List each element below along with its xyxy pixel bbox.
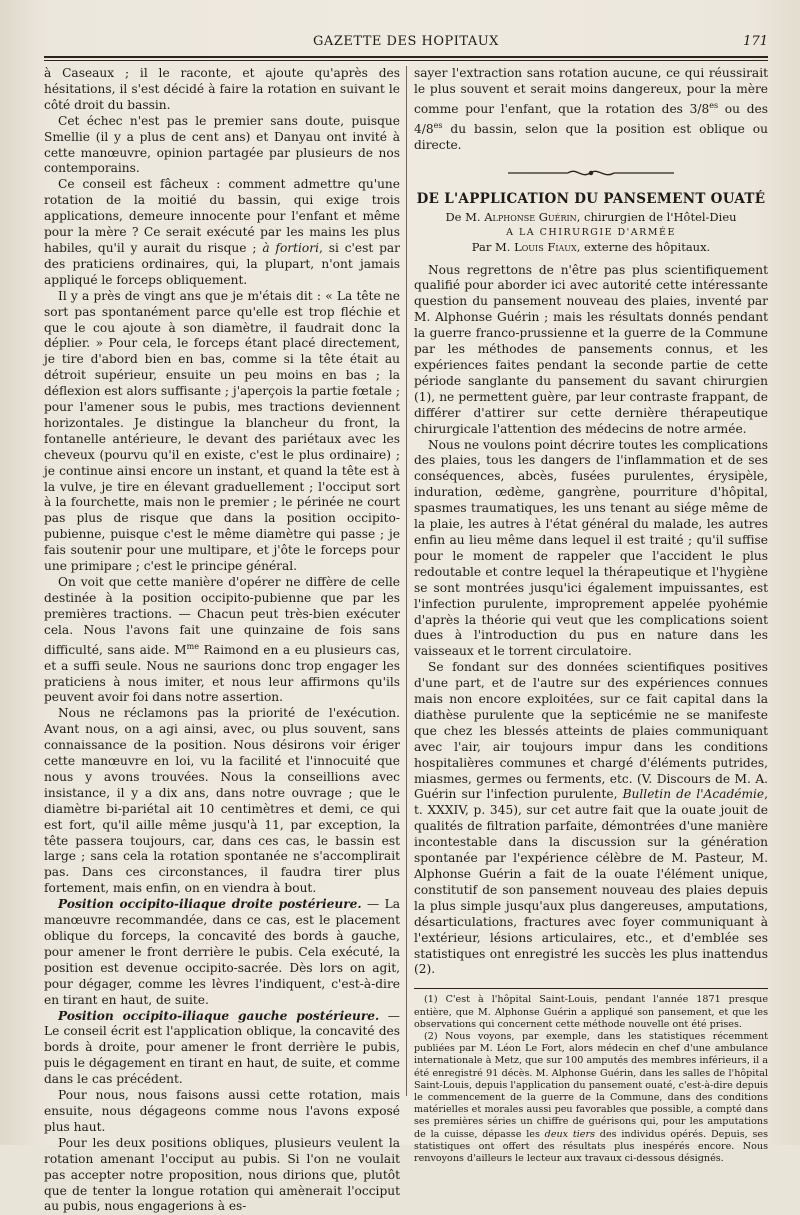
journal-title: GAZETTE DES HOPITAUX [313,34,499,49]
ornamental-divider [506,166,676,180]
paragraph: Ce conseil est fâcheux : comment admettre qu'une rotation de la moitié du bassin, qui exige trois applications, demeure innocente pour l'enfant et même pour la mère ? Ce serait exécuté par les mains les plus habiles, qu'il y aurait du risque ; à fortiori, si c'est par des praticiens ordinaires, qui, la plupart, n'ont jamais appliqué le forceps obliquement. [44,177,400,287]
article-author-2: Par M. Louis Fiaux, externe des hôpitaux. [471,239,711,254]
right-column [414,66,768,1165]
page-number: 171 [743,34,768,49]
header-rule [44,56,768,58]
paragraph: à Caseaux ; il le raconte, et ajoute qu'après des hésitations, il s'est décidé à faire la rotation en suivant le côté droit du bassin. [44,66,400,112]
footnote-rule [414,988,768,989]
article-title: DE L'APPLICATION DU PANSEMENT OUATÉ [416,190,766,207]
paragraph: Se fondant sur des données scientifiques positives d'une part, et de l'autre sur des expériences connues mais non encore exploitées, sur ce fait capital dans la diathèse purulente que la septicémie ne se manifeste que chez les blessés atteints de plaies communiquant avec l'air, air toujours impur dans les conditions hospitalières communes et chargé d'éléments putrides, miasmes, germes ou ferments, etc. (V. Discours de M. A. Guérin sur l'infection purulente, Bulletin de l'Académie, t. XXXIV, p. 345), sur cet autre fait que la ouate jouit de qualités de filtration parfaite, démontrées d'une manière incontestable dans la discussion sur la génération spontanée par l'expérience célèbre de M. Pasteur, M. Alphonse Guérin a fait de la ouate l'élément unique, constitutif de son pansement nouveau des plaies depuis la plus simple jusqu'aux plus dangereuses, amputations, désarticulations, fractures avec foyer communiquant à l'extérieur, lésions articulaires, etc., et d'emblée ses statistiques ont enregistré les succès les plus inattendus (2). [414,660,769,977]
paragraph: Cet échec n'est pas le premier sans doute, puisque Smellie (il y a plus de cent ans) et Danyau ont invité à cette manœuvre, opinion partagée par plusieurs de nos contemporains. [44,113,400,176]
paragraph: Nous ne voulons point décrire toutes les complications des plaies, tous les dangers de l'inflammation et de ses conséquences, abcès, fusées purulentes, érysipèle, induration, œdème, gangrène, pourriture d'hôpital, spasmes traumatiques, les uns tenant au siége même de la plaie, les autres à l'état général du malade, les autres enfin au lieu même dans lequel il est traité ; qu'il suffise pour le moment de rappeler que l'accident le plus redoutable et contre lequel la thérapeutique et l'hygiène se sont montrées jusqu'ici également impuissantes, est l'infection purulente, improprement appelée pyohémie d'après la théorie qui veut que les complications soient dues à l'introduction du pus en nature dans les vaisseaux et le torrent circulatoire. [414,437,768,659]
paragraph: Position occipito-iliaque droite postérieure. — La manœuvre recommandée, dans ce cas, est le placement oblique du forceps, la concavité des bords à gauche, pour amener le front derrière le pubis. Cela exécuté, la position est devenue occipito-sacrée. Dès lors on agit, pour dégager, comme les lèvres l'indiquent, c'est-à-dire en tirant en haut, de suite. [44,897,401,1007]
paragraph: Nous ne réclamons pas la priorité de l'exécution. Avant nous, on a agi ainsi, avec, ou plus souvent, sans connaissance de la position. Nous désirons voir ériger cette manœuvre en loi, vu la facilité et l'innocuité que nous y avons trouvées. Nous la conseillions avec insistance, il y a dix ans, dans notre ouvrage ; que le diamètre bi-pariétal ait 10 centimètres et demi, ce qui est fort, qu'il aille même jusqu'à 11, par exception, la tête passera toujours, car, dans ces cas, le bassin est large ; sans cela la rotation spontanée ne s'accomplirait pas. Dans ces circonstances, il faudra tirer plus fortement, mais enfin, on en viendra à bout. [44,706,400,896]
paragraph: sayer l'extraction sans rotation aucune, ce qui réussirait le plus souvent et serait moins dangereux, pour la mère comme pour l'enfant, que la rotation des $3/8^{es}$ ou des $4/8^{es}$ du bassin, selon que la position est oblique ou directe. [414,66,768,152]
paragraph: Il y a près de vingt ans que je m'étais dit : « La tête ne sort pas spontanément parce qu'elle est trop fléchie et que le cou ajoute à son diamètre, il faudrait donc la déplier. » Pour cela, le forceps étant placé directement, je tire d'abord bien en bas, comme si la tête était au détroit supérieur, ensuite un peu moins en bas ; la déflexion est alors suffisante ; j'aperçois la partie fœtale ; pour l'amener sous le pubis, mes tractions deviennent horizontales. Je distingue la blancheur du front, la fontanelle antérieure, le devant des pariétaux avec les cheveux (pourvu qu'il en existe, c'est le plus ordinaire) ; je continue ainsi encore un instant, et quand la tête est à la vulve, je tire en élevant graduellement ; l'occiput sort à la fourchette, mais non le premier ; le périnée ne court pas plus de risque que dans la position occipito-pubienne, puisque c'est le même diamètre qui passe ; je fais soutenir pour une multipare, et j'ôte le forceps pour une primipare ; c'est le principe général. [44,288,400,574]
paragraph: Nous regrettons de n'être pas plus scientifiquement qualifié pour aborder ici avec autorité cette intéressante question du pansement nouveau des plaies, inventé par M. Alphonse Guérin ; mais les résultats donnés pendant la guerre franco-prussienne et la guerre de la Commune par les méthodes de pansements connus, et les expériences faites pendant la seconde partie de cette période sanglante du pansement du savant chirurgien (1), ne permettent guère, par leur contraste frappant, de différer d'attirer sur cette dernière thérapeutique chirurgicale l'attention des médecins de notre armée. [414,262,768,436]
article-subtitle: A LA CHIRURGIE D'ARMÉE [506,226,676,238]
section-heading: Position occipito-iliaque gauche postérieure. [58,1008,380,1023]
section-heading: Position occipito-iliaque droite postérieure. [58,897,362,912]
page-header [44,30,768,54]
paragraph: Position occipito-iliaque gauche postérieure. — Le conseil écrit est l'application oblique, la concavité des bords à droite, pour amener le front derrière le pubis, puis le dégagement en tirant en haut, de suite, et comme dans le cas précédent. [44,1008,400,1087]
header-rule-thin [44,60,768,61]
column-divider [406,66,407,1096]
paragraph: On voit que cette manière d'opérer ne diffère de celle destinée à la position occipito-pubienne que par les premières tractions. — Chacun peut très-bien exécuter cela. Nous l'avons fait une quinzaine de fois sans difficulté, sans aide. $M^{me}$ Raimond en a eu plusieurs cas, et a suffi seule. Nous ne saurions donc trop engager les praticiens à nous imiter, et nous leur affirmons qu'ils peuvent avoir foi dans notre assertion. [44,575,400,705]
footnote: (2) Nous voyons, par exemple, dans les statistiques récemment publiées par M. Léon Le Fort, alors médecin en chef d'une ambulance internationale à Metz, que sur 100 amputés des membres inférieurs, il a été enregistré 91 décès. M. Alphonse Guérin, dans les salles de l'hôpital Saint-Louis, depuis l'application du pansement ouaté, c'est-à-dire depuis le commencement de la guerre de la Commune, dans des conditions matérielles et morales aussi peu favorables que possible, a compté dans ses premières séries un chiffre de guérisons qui, pour les amputations de la cuisse, dépasse les deux tiers des individus opérés. Depuis, ses statistiques ont offert des résultats plus inespérés encore. Nous renvoyons d'ailleurs le lecteur aux travaux ci-dessous désignés. [414,1030,769,1164]
footnote: (1) C'est à l'hôpital Saint-Louis, pendant l'année 1871 presque entière, que M. Alphonse Guérin a appliqué son pansement, et que les observations qui concernent cette méthode nouvelle ont été prises. [414,994,768,1030]
paragraph: Pour les deux positions obliques, plusieurs veulent la rotation amenant l'occiput au pubis. Si l'on ne voulait pas accepter notre proposition, nous dirions que, plutôt que de tenter la longue rotation qui amènerait l'occiput au pubis, nous engagerions à es- [44,1135,400,1214]
left-column [44,66,400,1215]
article-author: De M. Alphonse Guérin, chirurgien de l'Hôtel-Dieu [445,209,737,224]
paragraph: Pour nous, nous faisons aussi cette rotation, mais ensuite, nous dégageons comme nous l'avons exposé plus haut. [44,1088,400,1134]
